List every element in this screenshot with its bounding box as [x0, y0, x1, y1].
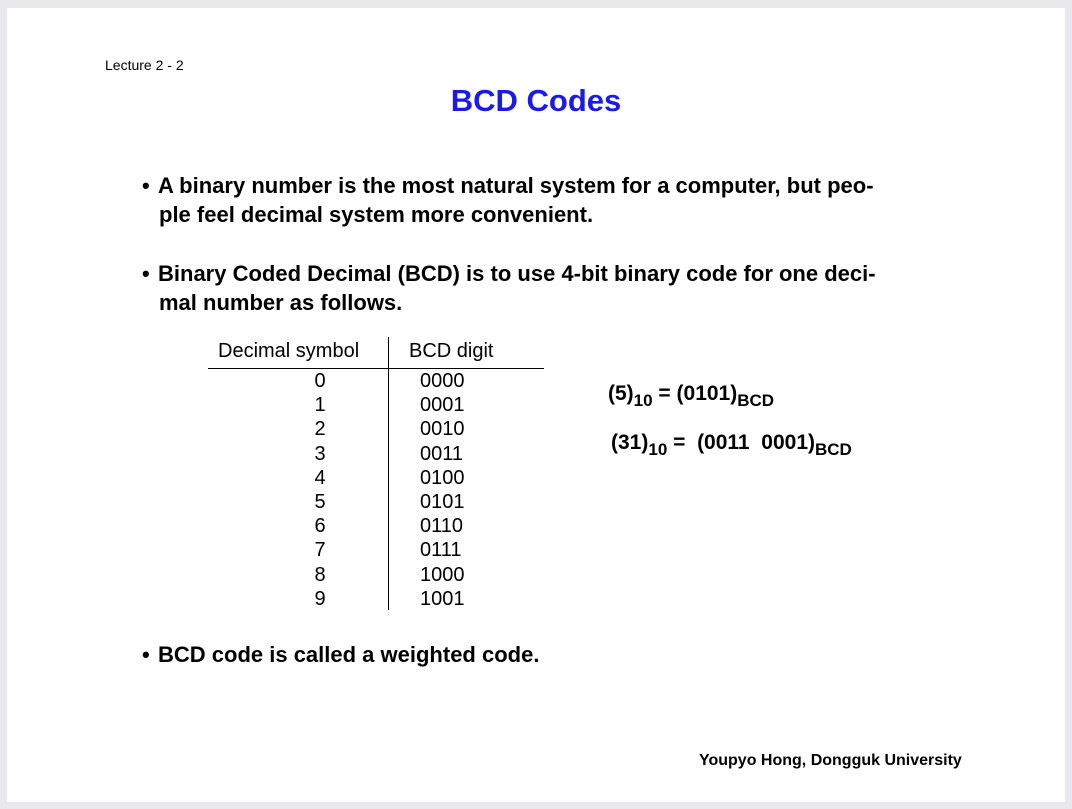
example-31-to-bcd — [611, 431, 852, 460]
table-cell-bcd: 1001 — [420, 587, 465, 610]
table-cell-decimal: 6 — [314, 515, 326, 538]
table-cell-bcd: 0011 — [420, 442, 464, 465]
footer-credit: Youpyo Hong, Dongguk University — [699, 752, 962, 769]
table-cell-decimal: 2 — [314, 418, 326, 441]
table-cell-decimal: 9 — [314, 587, 326, 610]
table-cell-decimal: 8 — [314, 563, 326, 586]
bullet-text-line2: mal number as follows. — [159, 290, 403, 315]
slide — [7, 8, 1065, 802]
table-cell-bcd: 0110 — [420, 515, 464, 538]
bullet-text-line1: BCD code is called a weighted code. — [158, 642, 540, 667]
bcd-table — [208, 337, 544, 610]
example-rhs-subscript: BCD — [737, 391, 775, 410]
example-lhs: (5) — [608, 382, 634, 405]
table-column-rule — [388, 337, 389, 610]
bullet-bcd-definition — [142, 259, 962, 317]
table-cell-decimal: 3 — [314, 442, 326, 465]
bullet-text-line1: A binary number is the most natural system for a computer, but peo- — [158, 173, 874, 198]
table-header-bcd: BCD digit — [409, 340, 494, 362]
example-rhs: (0011 0001) — [697, 431, 815, 454]
table-cell-decimal: 4 — [314, 466, 326, 489]
bullet-text-line2: ple feel decimal system more convenient. — [159, 202, 594, 227]
example-lhs: (31) — [611, 431, 649, 454]
table-cell-bcd: 0001 — [420, 394, 465, 417]
example-rhs: (0101) — [676, 382, 738, 405]
table-cell-bcd: 0010 — [420, 418, 465, 441]
example-5-to-bcd — [608, 382, 774, 411]
table-cell-bcd: 0111 — [420, 539, 462, 562]
lecture-label: Lecture 2 - 2 — [105, 57, 184, 73]
table-cell-decimal: 5 — [314, 490, 326, 513]
table-cell-bcd: 0100 — [420, 466, 465, 489]
example-lhs-subscript: 10 — [648, 440, 668, 459]
table-header-decimal: Decimal symbol — [218, 340, 360, 362]
bullet-binary-natural — [142, 171, 962, 229]
decimal-column — [314, 369, 326, 611]
bcd-column — [420, 369, 465, 611]
bullet-marker: • — [142, 261, 150, 286]
table-cell-bcd: 1000 — [420, 563, 465, 586]
bullet-weighted-code — [142, 640, 962, 669]
bullet-marker: • — [142, 173, 150, 198]
example-rhs-subscript: BCD — [815, 440, 852, 459]
example-lhs-subscript: 10 — [633, 391, 653, 410]
table-cell-decimal: 7 — [314, 539, 326, 562]
example-equals: = — [652, 382, 677, 405]
table-cell-bcd: 0000 — [420, 370, 465, 392]
bullet-text-line1: Binary Coded Decimal (BCD) is to use 4-bit binary code for one deci- — [158, 261, 876, 286]
table-header-rule — [208, 368, 544, 369]
slide-title: BCD Codes — [450, 83, 622, 118]
example-equals: = — [667, 431, 698, 454]
bullet-marker: • — [142, 642, 150, 667]
table-cell-bcd: 0101 — [420, 490, 465, 513]
table-cell-decimal: 0 — [314, 370, 326, 392]
table-cell-decimal: 1 — [314, 394, 326, 417]
